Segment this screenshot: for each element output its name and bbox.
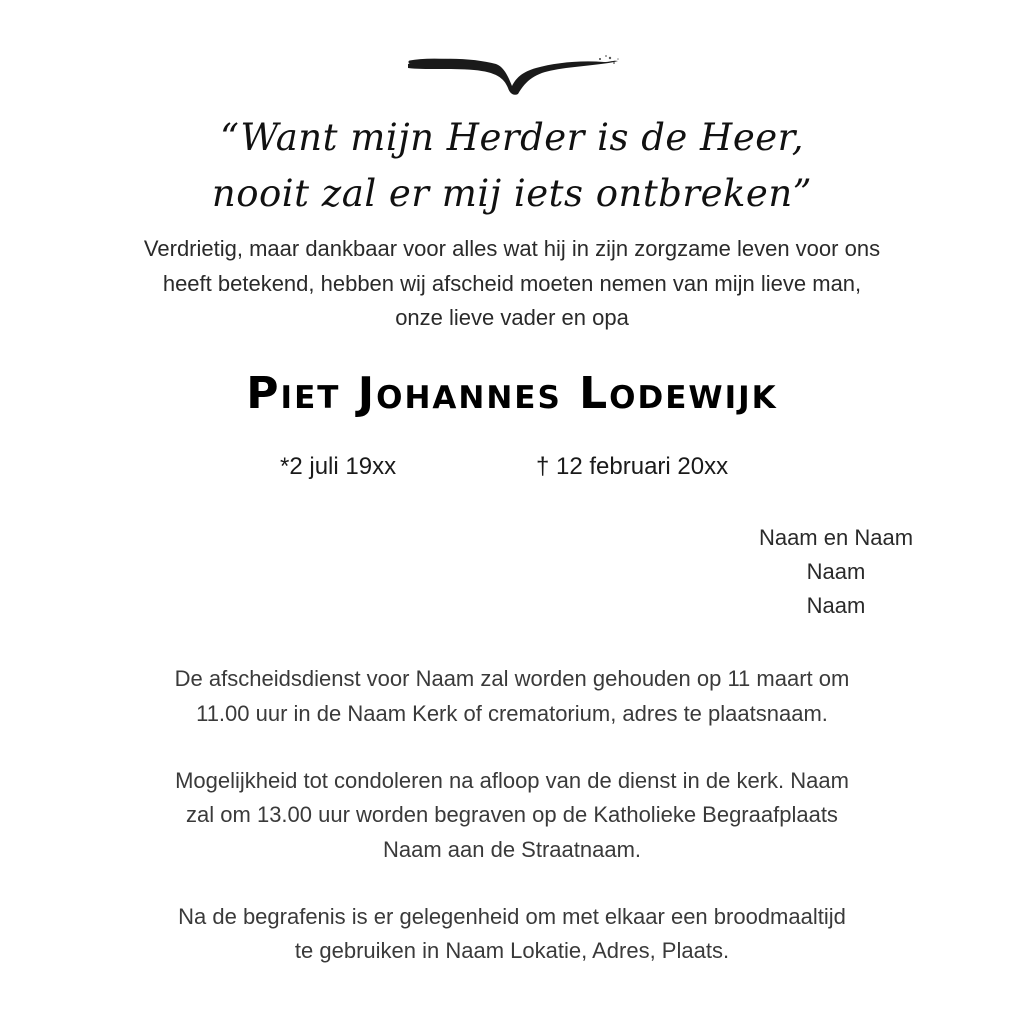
birth-date: *2 juli 19xx <box>280 453 397 480</box>
family-name-1: Naam en Naam <box>758 525 914 550</box>
service-line-2: 11.00 uur in de Naam Kerk of crematorium, adres te plaatsnaam. <box>196 701 828 726</box>
intro-line-2: heeft betekend, hebben wij afscheid moeten nemen van mijn lieve man, <box>162 271 862 296</box>
meal-line-1: Na de begrafenis is er gelegenheid om met elkaar een broodmaaltijd <box>178 904 846 929</box>
intro-line-3: onze lieve vader en opa <box>395 305 629 330</box>
family-name-3: Naam <box>806 593 866 618</box>
intro-line-1: Verdrietig, maar dankbaar voor alles wat hij in zijn zorgzame leven voor ons <box>143 236 881 261</box>
deceased-name: Piet Johannes Lodewijk <box>246 368 778 419</box>
quote-line-2: nooit zal er mij iets ontbreken” <box>211 172 813 215</box>
condolence-line-1: Mogelijkheid tot condoleren na afloop van de dienst in de kerk. Naam <box>175 768 849 793</box>
condolence-line-2: zal om 13.00 uur worden begraven op de Katholieke Begraafplaats <box>186 802 838 827</box>
meal-line-2: te gebruiken in Naam Lokatie, Adres, Plaats. <box>294 938 730 963</box>
bird-brushstroke-icon <box>404 50 624 100</box>
death-date: † 12 februari 20xx <box>536 453 729 480</box>
family-name-2: Naam <box>806 559 866 584</box>
condolence-line-3: Naam aan de Straatnaam. <box>382 837 642 862</box>
service-line-1: De afscheidsdienst voor Naam zal worden gehouden op 11 maart om <box>174 666 850 691</box>
quote-line-1: “Want mijn Herder is de Heer, <box>219 116 804 159</box>
